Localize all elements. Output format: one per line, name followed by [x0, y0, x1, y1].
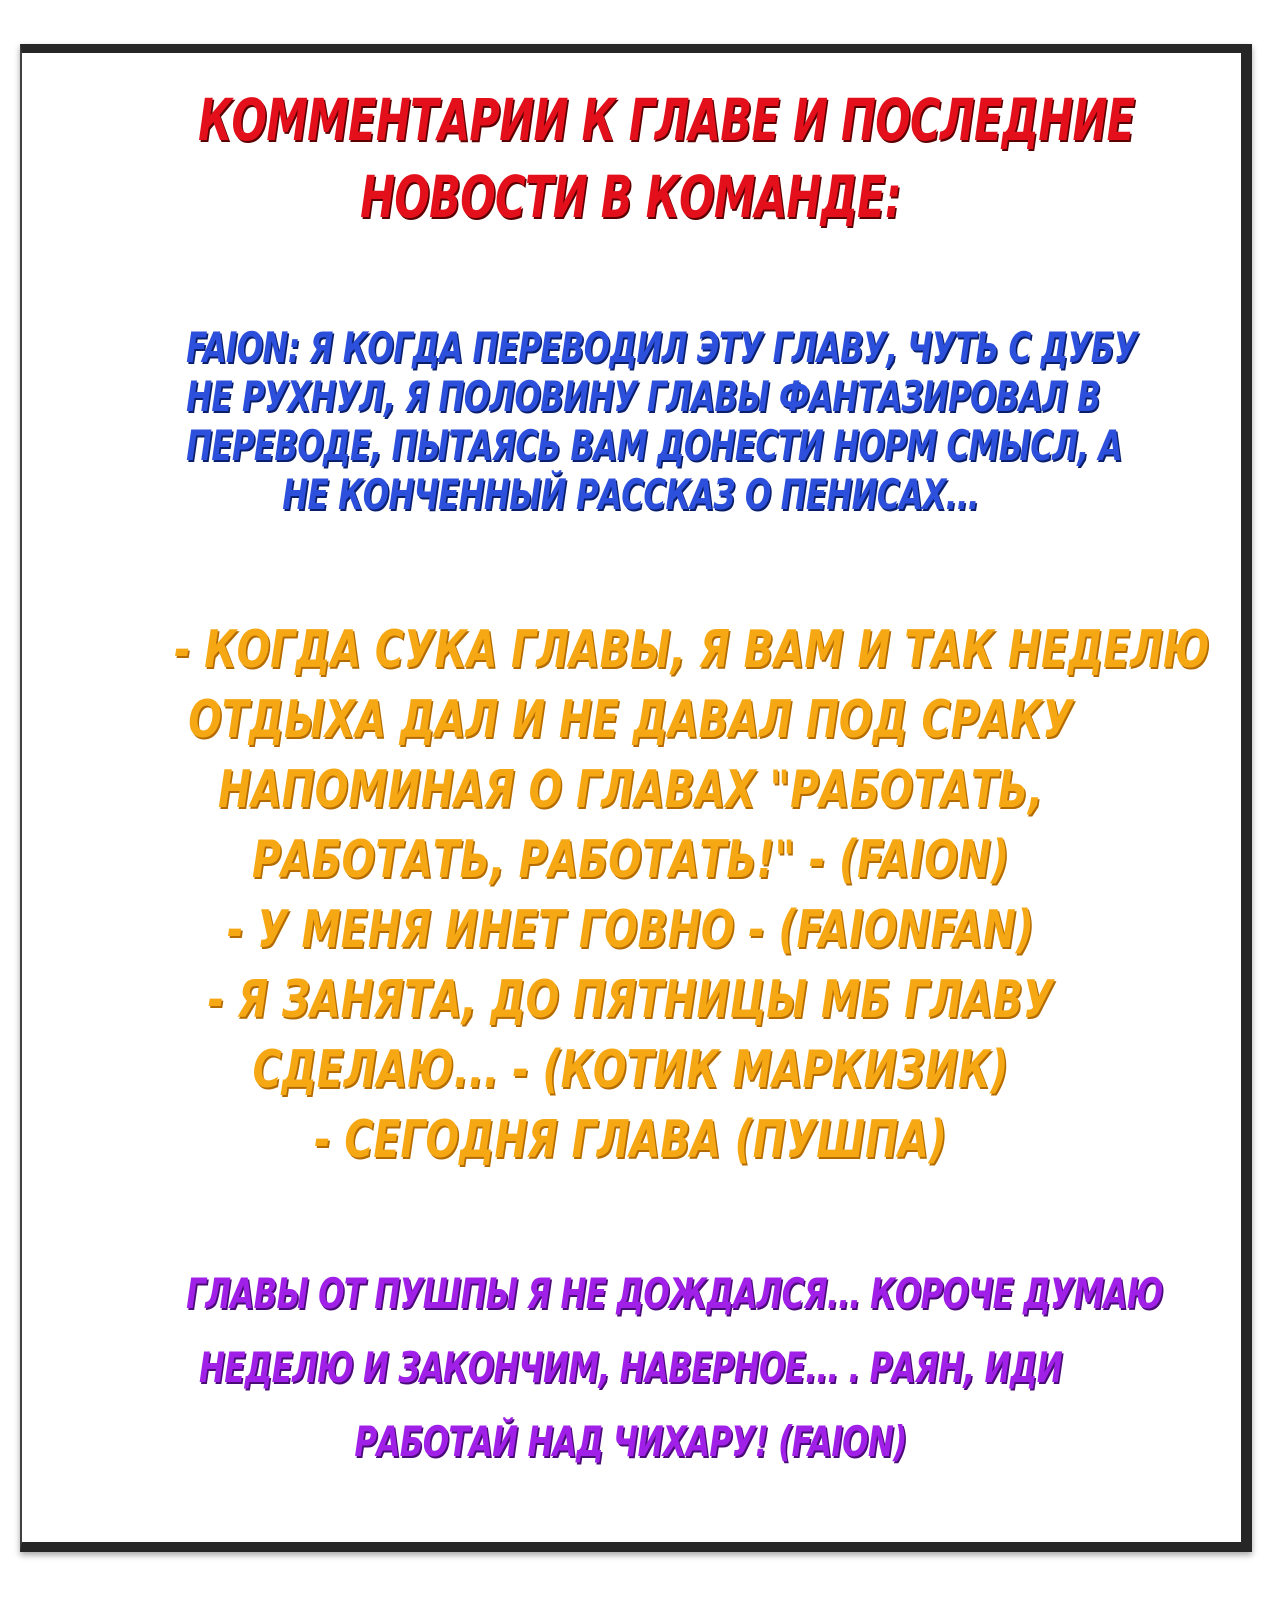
quote-line: - Я ЗАНЯТА, ДО ПЯТНИЦЫ МБ ГЛАВУ — [207, 970, 1054, 1030]
translator-note — [30, 323, 1231, 519]
quote-line: - КОГДА СУКА ГЛАВЫ, Я ВАМ И ТАК НЕДЕЛЮ — [174, 620, 1210, 680]
announcement-title — [30, 82, 1231, 236]
note-line: ПЕРЕВОДЕ, ПЫТАЯСЬ ВАМ ДОНЕСТИ НОРМ СМЫСЛ, А — [186, 421, 1122, 470]
title-line: НОВОСТИ В КОМАНДЕ: — [360, 163, 901, 231]
note-line: НЕ КОНЧЕННЫЙ РАССКАЗ О ПЕНИСАХ... — [282, 470, 979, 519]
footer-line: НЕДЕЛЮ И ЗАКОНЧИМ, НАВЕРНОЕ... . РАЯН, ИДИ — [198, 1343, 1063, 1392]
quote-line: СДЕЛАЮ... - (КОТИК МАРКИЗИК) — [252, 1040, 1009, 1100]
footer-line: РАБОТАЙ НАД ЧИХАРУ! (FAION) — [354, 1417, 907, 1466]
footer-line: ГЛАВЫ ОТ ПУШПЫ Я НЕ ДОЖДАЛСЯ... КОРОЧЕ ДУМАЮ — [186, 1269, 1163, 1318]
note-line: НЕ РУХНУЛ, Я ПОЛОВИНУ ГЛАВЫ ФАНТАЗИРОВАЛ В — [186, 372, 1101, 421]
quote-line: - СЕГОДНЯ ГЛАВА (ПУШПА) — [314, 1110, 947, 1170]
note-line: FAION: Я КОГДА ПЕРЕВОДИЛ ЭТУ ГЛАВУ, ЧУТЬ С ДУБУ — [186, 323, 1137, 372]
quote-line: РАБОТАТЬ, РАБОТАТЬ!" - (FAION) — [251, 830, 1010, 890]
quote-line: - У МЕНЯ ИНЕТ ГОВНО - (FAIONFAN) — [227, 900, 1034, 960]
quote-line: ОТДЫХА ДАЛ И НЕ ДАВАЛ ПОД СРАКУ — [188, 690, 1073, 750]
closing-note — [30, 1257, 1231, 1479]
team-quotes — [30, 615, 1231, 1175]
title-line: КОММЕНТАРИИ К ГЛАВЕ И ПОСЛЕДНИЕ — [198, 86, 1135, 154]
quote-line: НАПОМИНАЯ О ГЛАВАХ "РАБОТАТЬ, — [218, 760, 1043, 820]
